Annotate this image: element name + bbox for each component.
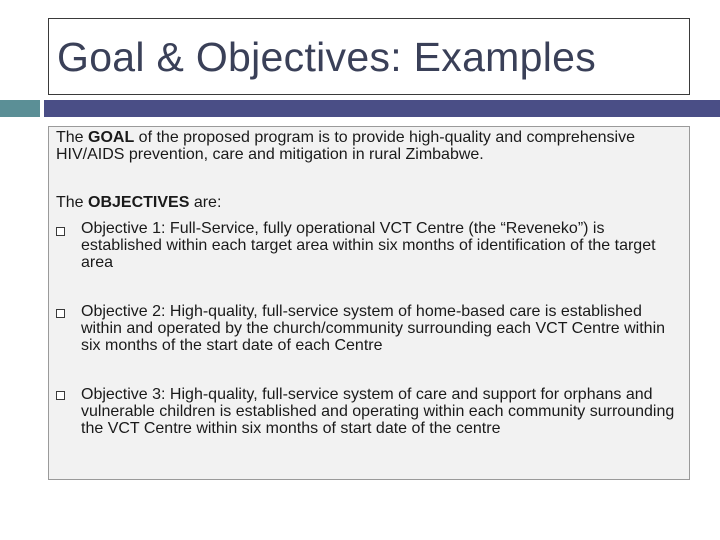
goal-text: of the proposed program is to provide high-quality and comprehensive HIV/AIDS prevention, care and mitigation in rural Zimbabwe. [56, 129, 635, 163]
accent-bar-teal [0, 100, 40, 117]
slide-title: Goal & Objectives: Examples [57, 34, 597, 80]
objectives-prefix: The [56, 194, 89, 211]
square-bullet-icon [56, 309, 65, 318]
objective-item-2: Objective 2: High-quality, full-service system of home-based care is established within and operated by the church/community surrounding each VCT Centre within six months of the start date of each Centre [81, 303, 666, 354]
square-bullet-icon [56, 227, 65, 236]
goal-prefix: The [56, 129, 89, 146]
square-bullet-icon [56, 391, 65, 400]
title-box [48, 18, 690, 95]
objective-item-1: Objective 1: Full-Service, fully operational VCT Centre (the “Reveneko”) is established within each target area within six months of identification of the target area [81, 220, 656, 271]
goal-paragraph [56, 129, 681, 163]
objectives-intro [56, 194, 681, 211]
objectives-suffix: are: [189, 194, 222, 211]
accent-bar-navy [44, 100, 720, 117]
objective-item-3: Objective 3: High-quality, full-service system of care and support for orphans and vulnerable children is established and operating within each community surrounding the VCT Centre within six months of start date of the centre [81, 386, 675, 437]
goal-keyword: GOAL [88, 129, 135, 146]
content-box [48, 126, 690, 480]
objectives-keyword: OBJECTIVES [88, 194, 190, 211]
